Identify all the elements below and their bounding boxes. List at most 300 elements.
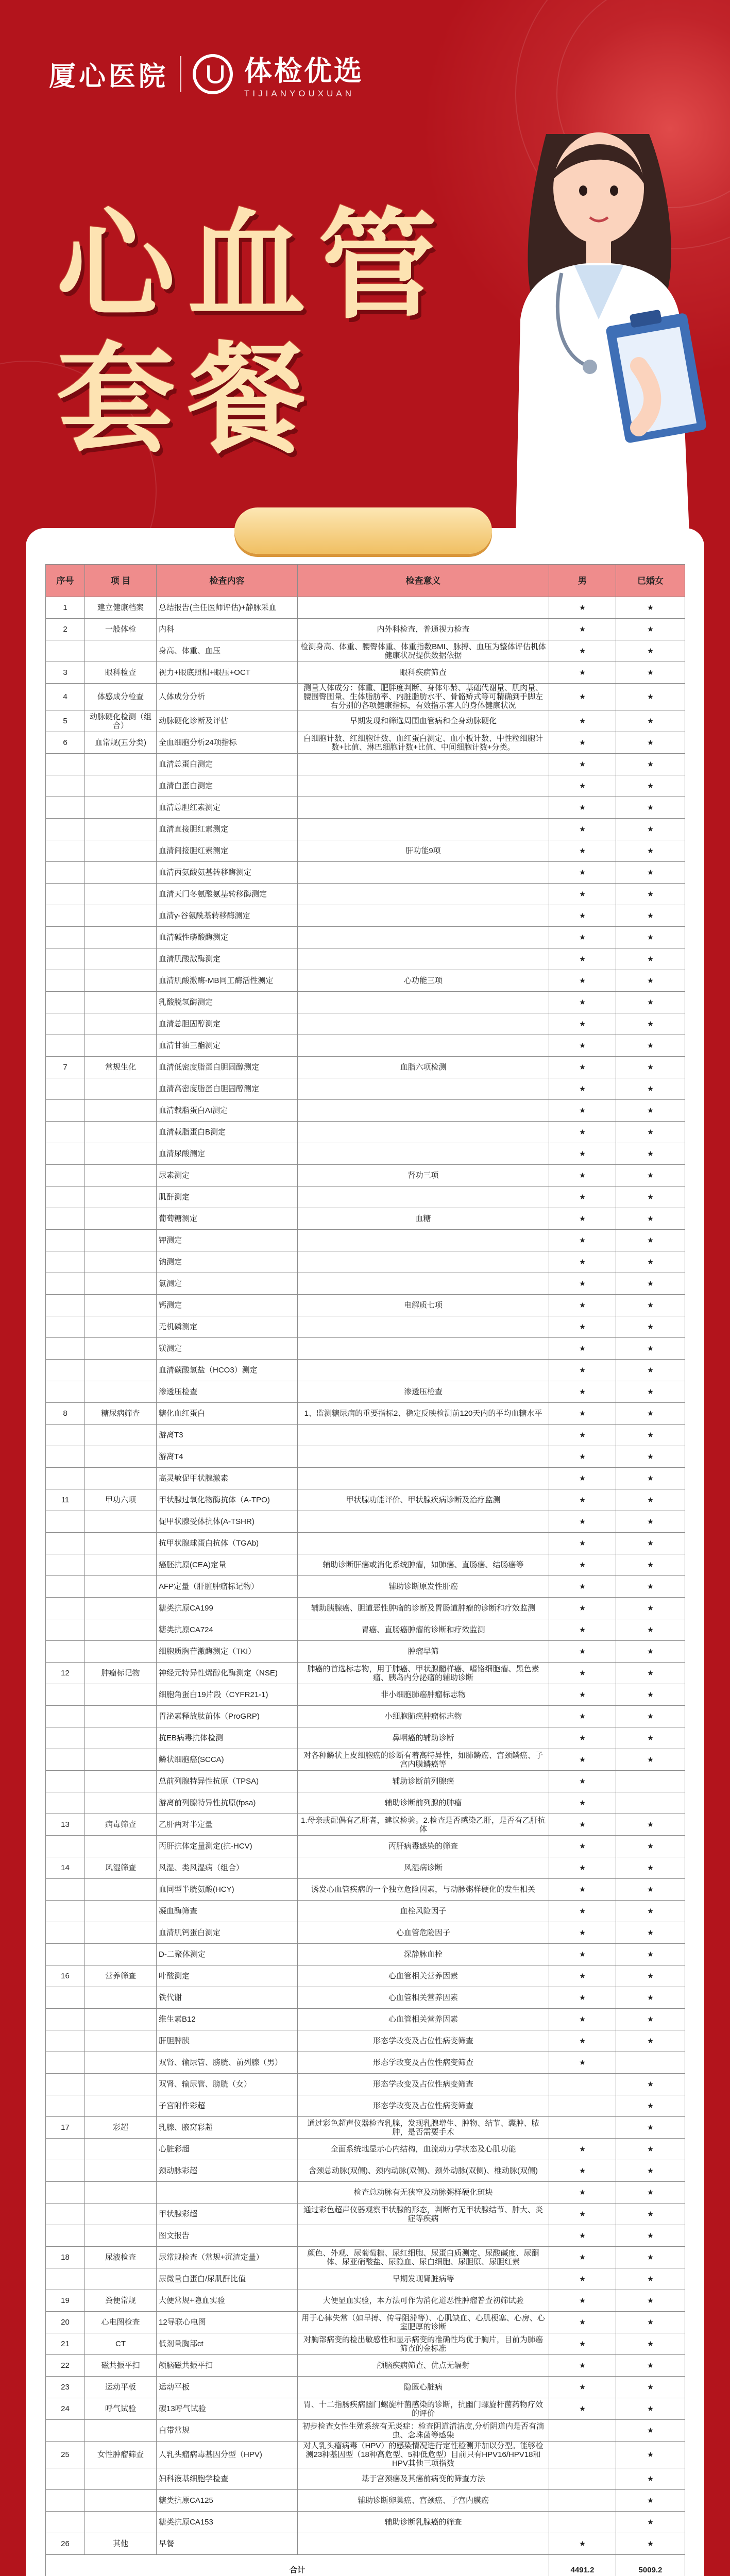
cell-index: 4 [46,684,85,710]
cell-female [616,1771,685,1792]
cell-content: 早餐 [157,2533,298,2555]
table-row [46,1403,685,1425]
cell-index: 17 [46,2117,85,2139]
table-row [46,2247,685,2268]
cell-index [46,992,85,1013]
cell-male: ★ [549,1511,616,1533]
cell-content: 钠测定 [157,1251,298,1273]
cell-meaning [298,1511,549,1533]
cell-female: ★ [616,2468,685,2490]
cell-index [46,1533,85,1554]
cell-content: 双肾、输尿管、膀胱（女） [157,2074,298,2095]
cell-content: 叶酸测定 [157,1965,298,1987]
cell-male: ★ [549,1122,616,1143]
table-row [46,797,685,819]
table-row [46,1749,685,1771]
cell-index [46,2160,85,2182]
cell-female: ★ [616,2117,685,2139]
cell-meaning: 心血管危险因子 [298,1922,549,1944]
table-row [46,1922,685,1944]
cell-item [85,2030,157,2052]
cell-meaning: 对胸部病变的检出敏感性和显示病变的准确性均优于胸片，目前为肺癌筛查的金标准 [298,2333,549,2355]
cell-index: 26 [46,2533,85,2555]
cell-index [46,1901,85,1922]
cell-male: ★ [549,948,616,970]
cell-male: ★ [549,1749,616,1771]
cell-content: 血同型半胱氨酸(HCY) [157,1879,298,1901]
table-row [46,2333,685,2355]
cell-item [85,775,157,797]
table-row [46,1446,685,1468]
cell-content: 甲状腺彩超 [157,2204,298,2225]
cell-meaning [298,1251,549,1273]
cell-index [46,1208,85,1230]
cell-content: 颅脑磁共振平扫 [157,2355,298,2377]
cell-female: ★ [616,2312,685,2333]
cell-item: 风湿筛查 [85,1857,157,1879]
cell-index [46,2420,85,2442]
cell-meaning: 辅助胰腺癌、胆道恶性肿瘤的诊断及胃肠道肿瘤的诊断和疗效监测 [298,1598,549,1619]
cell-female: ★ [616,1425,685,1446]
cell-meaning: 用于心律失常（如早搏、传导阻滞等）、心肌缺血、心肌梗塞、心房、心室肥厚的诊断 [298,2312,549,2333]
cell-female: ★ [616,1814,685,1836]
package-card [26,528,704,2576]
cell-item [85,2160,157,2182]
cell-index [46,819,85,840]
table-row [46,1684,685,1706]
cell-male: ★ [549,1987,616,2009]
cell-content: 血清碳酸氢盐（HCO3）测定 [157,1360,298,1381]
cell-index: 3 [46,662,85,684]
cell-meaning: 心血管相关营养因素 [298,1987,549,2009]
cell-meaning [298,1013,549,1035]
table-row [46,732,685,754]
doctor-illustration [484,77,721,556]
cell-index [46,2030,85,2052]
table-row [46,1836,685,1857]
cell-item: 其他 [85,2533,157,2555]
cell-meaning [298,1273,549,1295]
table-row [46,2030,685,2052]
cell-item [85,1901,157,1922]
cell-meaning: 对各种鳞状上皮细胞癌的诊断有着高特异性，如肺鳞癌、宫颈鳞癌、子宫内膜鳞癌等 [298,1749,549,1771]
table-row [46,2398,685,2420]
cell-male: ★ [549,1273,616,1295]
cell-male: ★ [549,1035,616,1057]
cell-meaning [298,1100,549,1122]
cell-content [157,2182,298,2204]
cell-meaning: 血脂六项检测 [298,1057,549,1078]
cell-female: ★ [616,862,685,884]
cell-index [46,1511,85,1533]
brand-name-cn: 体检优选 [244,56,364,87]
cell-item [85,970,157,992]
cell-content: 尿常规检查（常规+沉渣定量） [157,2247,298,2268]
cell-meaning: 形态学改变及占位性病变筛查 [298,2095,549,2117]
table-row [46,1295,685,1316]
cell-content: 钾测定 [157,1230,298,1251]
cell-item: 建立健康档案 [85,597,157,619]
cell-item [85,797,157,819]
cell-item [85,1944,157,1965]
cell-male: ★ [549,1425,616,1446]
cell-content: 全血细胞分析24项指标 [157,732,298,754]
cell-item [85,1641,157,1663]
cell-female: ★ [616,732,685,754]
cell-content: 血清总蛋白测定 [157,754,298,775]
cell-index [46,1381,85,1403]
cell-male: ★ [549,619,616,640]
cell-female: ★ [616,1922,685,1944]
cell-male: ★ [549,905,616,927]
cell-index [46,862,85,884]
cell-item: 糖尿病筛查 [85,1403,157,1425]
table-row [46,1663,685,1684]
cell-item [85,927,157,948]
cell-meaning: 胃、十二指肠疾病幽门螺旋杆菌感染的诊断，抗幽门螺旋杆菌药物疗效的评价 [298,2398,549,2420]
table-row [46,1360,685,1381]
cell-index [46,884,85,905]
cell-male: ★ [549,662,616,684]
cell-male: ★ [549,732,616,754]
cell-female: ★ [616,970,685,992]
cell-meaning: 心血管相关营养因素 [298,1965,549,1987]
cell-item: 运动平板 [85,2377,157,2398]
table-row [46,1511,685,1533]
cell-item [85,1316,157,1338]
cell-female: ★ [616,2490,685,2512]
cell-meaning: 血糖 [298,1208,549,1230]
table-row [46,2182,685,2204]
cell-content: 血清肌酸激酶-MB同工酶活性测定 [157,970,298,992]
cell-female: ★ [616,1554,685,1576]
table-row [46,1425,685,1446]
cell-female: ★ [616,1706,685,1727]
table-row [46,1100,685,1122]
table-row [46,1035,685,1057]
cell-female: ★ [616,619,685,640]
cell-item [85,754,157,775]
cell-female: ★ [616,1403,685,1425]
cell-male: ★ [549,1013,616,1035]
table-row [46,2074,685,2095]
cell-content: 人乳头瘤病毒基因分型（HPV) [157,2442,298,2468]
cell-index: 5 [46,710,85,732]
table-row [46,710,685,732]
cell-index [46,1187,85,1208]
cell-item [85,1879,157,1901]
cell-meaning [298,1230,549,1251]
table-row [46,2377,685,2398]
cell-male: ★ [549,710,616,732]
cell-content: 低剂量胸部ct [157,2333,298,2355]
cell-male: ★ [549,2204,616,2225]
cell-index [46,2204,85,2225]
cell-index [46,1295,85,1316]
cell-female: ★ [616,710,685,732]
cell-female: ★ [616,1100,685,1122]
cell-content: 氯测定 [157,1273,298,1295]
cell-meaning: 早期发现和筛选周围血管病和全身动脉硬化 [298,710,549,732]
cell-index [46,1922,85,1944]
cell-item [85,1251,157,1273]
cell-index [46,927,85,948]
cell-item: 体感成分检查 [85,684,157,710]
cell-female: ★ [616,2225,685,2247]
col-header-index: 序号 [46,565,85,597]
cell-index [46,1013,85,1035]
cell-male: ★ [549,754,616,775]
table-row [46,1122,685,1143]
cell-male: ★ [549,1576,616,1598]
table-row [46,1143,685,1165]
cell-index: 1 [46,597,85,619]
cell-index [46,1360,85,1381]
cell-content: 细胞质胸苷激酶测定（TKI） [157,1641,298,1663]
table-row [46,1251,685,1273]
cell-female: ★ [616,1619,685,1641]
cell-female: ★ [616,754,685,775]
cell-content: 12导联心电图 [157,2312,298,2333]
cell-index: 12 [46,1663,85,1684]
table-row [46,1879,685,1901]
table-header-row [46,565,685,597]
cell-female: ★ [616,1316,685,1338]
cell-meaning: 大便显血实验，本方法可作为消化道恶性肿瘤普查初筛试验 [298,2290,549,2312]
cell-female: ★ [616,1641,685,1663]
cell-item: 营养筛查 [85,1965,157,1987]
cell-content: 肝胆脾胰 [157,2030,298,2052]
cell-content: 双肾、输尿管、膀胱、前列腺（男） [157,2052,298,2074]
cell-index [46,948,85,970]
cell-meaning: 内外科检查，普通视力检查 [298,619,549,640]
table-row [46,619,685,640]
cell-male: ★ [549,2009,616,2030]
cell-female: ★ [616,775,685,797]
cell-content: 游离前列腺特异性抗原(fpsa) [157,1792,298,1814]
cell-content: 乳酸脱氢酶测定 [157,992,298,1013]
cell-meaning: 1、监测糖尿病的重要指标2、稳定反映检测前120天内的平均血糖水平 [298,1403,549,1425]
cell-content: AFP定量（肝脏肿瘤标记物） [157,1576,298,1598]
cell-meaning: 肾功三项 [298,1165,549,1187]
cell-female: ★ [616,1187,685,1208]
cell-meaning [298,992,549,1013]
cell-item [85,2225,157,2247]
cell-item [85,1836,157,1857]
cell-content: 胃泌素释放肽前体（ProGRP) [157,1706,298,1727]
cell-male: ★ [549,927,616,948]
cell-female: ★ [616,2442,685,2468]
cell-male: ★ [549,775,616,797]
cell-female: ★ [616,2512,685,2533]
stethoscope-head [583,360,597,374]
cell-item [85,1468,157,1489]
cell-meaning: 心功能三项 [298,970,549,992]
cell-female: ★ [616,2160,685,2182]
cell-male: ★ [549,862,616,884]
cell-content: 神经元特异性烯醇化酶测定（NSE) [157,1663,298,1684]
cell-item [85,2420,157,2442]
table-row [46,1727,685,1749]
cell-item [85,1078,157,1100]
cell-content: 促甲状腺受体抗体(A-TSHR) [157,1511,298,1533]
table-row [46,2512,685,2533]
cell-meaning: 通过彩色超声仪器检查乳腺，发现乳腺增生、肿物、结节、囊肿、脓肿，是否需要手术 [298,2117,549,2139]
table-row [46,684,685,710]
cell-item [85,1338,157,1360]
cell-index: 11 [46,1489,85,1511]
cell-male [549,2117,616,2139]
cell-male: ★ [549,684,616,710]
cell-index [46,1576,85,1598]
cell-item [85,1727,157,1749]
cell-content: 血清低密度脂蛋白胆固醇测定 [157,1057,298,1078]
hospital-name: 厦心医院 [49,61,169,92]
cell-item [85,640,157,662]
table-row [46,1078,685,1100]
cell-female: ★ [616,2533,685,2555]
cell-index: 8 [46,1403,85,1425]
table-row [46,1057,685,1078]
cell-content: 血清间接胆红素测定 [157,840,298,862]
cell-index [46,1792,85,1814]
table-row [46,2160,685,2182]
cell-meaning [298,597,549,619]
cell-content: 血清直接胆红素测定 [157,819,298,840]
cell-index [46,1446,85,1468]
cell-index [46,2268,85,2290]
cell-female: ★ [616,2204,685,2225]
cell-item: 眼科检查 [85,662,157,684]
cell-item [85,1619,157,1641]
cell-male [549,2074,616,2095]
cell-index [46,1100,85,1122]
cell-item [85,1122,157,1143]
cell-male: ★ [549,1468,616,1489]
cell-item [85,1576,157,1598]
table-row [46,2095,685,2117]
cell-male: ★ [549,1338,616,1360]
cell-meaning [298,1187,549,1208]
cell-male [549,2420,616,2442]
cell-male: ★ [549,1554,616,1576]
col-header-female: 已婚女 [616,565,685,597]
cell-female: ★ [616,2290,685,2312]
cell-female: ★ [616,1360,685,1381]
cell-male [549,2095,616,2117]
cell-index [46,1273,85,1295]
cell-item [85,1771,157,1792]
table-row [46,2468,685,2490]
cell-male: ★ [549,2377,616,2398]
cell-meaning: 胃癌、直肠癌肿瘤的诊断和疗效监测 [298,1619,549,1641]
cell-meaning: 肺癌的首选标志物，用于肺癌、甲状腺髓样癌、嗜铬细胞瘤、黑色素瘤、胰岛内分泌瘤的辅助诊断 [298,1663,549,1684]
cell-item [85,2074,157,2095]
cell-item [85,884,157,905]
cell-index: 7 [46,1057,85,1078]
cell-index [46,2009,85,2030]
cell-female: ★ [616,905,685,927]
cell-male: ★ [549,1165,616,1187]
cell-content: 运动平板 [157,2377,298,2398]
cell-content: 血清尿酸测定 [157,1143,298,1165]
cell-female: ★ [616,1879,685,1901]
cell-meaning: 渗透压检查 [298,1381,549,1403]
cell-female: ★ [616,1663,685,1684]
cell-female: ★ [616,1576,685,1598]
cell-male: ★ [549,1944,616,1965]
cell-index [46,754,85,775]
page-title-line2: 套餐 [57,330,319,469]
col-header-meaning: 检查意义 [298,565,549,597]
table-row [46,2490,685,2512]
cell-female: ★ [616,840,685,862]
cell-item [85,2009,157,2030]
cell-index [46,2182,85,2204]
cell-content: 鳞状细胞癌(SCCA) [157,1749,298,1771]
cell-male: ★ [549,1078,616,1100]
cell-index [46,1078,85,1100]
logo-bar [49,49,364,99]
cell-index [46,1251,85,1273]
cell-content: 血清γ-谷氨酰基转移酶测定 [157,905,298,927]
cell-female: ★ [616,597,685,619]
cell-male: ★ [549,2290,616,2312]
cell-female: ★ [616,1468,685,1489]
col-header-item: 项 目 [85,565,157,597]
cell-item [85,992,157,1013]
table-row [46,640,685,662]
cell-male: ★ [549,2312,616,2333]
cell-meaning: 风湿病诊断 [298,1857,549,1879]
cell-item [85,2468,157,2490]
cell-female: ★ [616,1078,685,1100]
table-row [46,1792,685,1814]
cell-index [46,1338,85,1360]
cell-female: ★ [616,1901,685,1922]
cell-item [85,2490,157,2512]
cell-item [85,1295,157,1316]
card-header-tab [234,507,492,554]
table-row [46,992,685,1013]
cell-meaning: 甲状腺功能评价、甲状腺疾病诊断及治疗监测 [298,1489,549,1511]
cell-item [85,2268,157,2290]
cell-meaning [298,1425,549,1446]
total-label: 合计 [46,2555,549,2576]
cell-male: ★ [549,1403,616,1425]
cell-male: ★ [549,884,616,905]
cell-index: 14 [46,1857,85,1879]
cell-male: ★ [549,2052,616,2074]
cell-index [46,640,85,662]
cell-content: 总前列腺特异性抗原（TPSA) [157,1771,298,1792]
cell-index [46,2512,85,2533]
cell-meaning [298,948,549,970]
cell-item: 一般体检 [85,619,157,640]
hero-banner [0,0,730,567]
cell-content: 细胞角蛋白19片段（CYFR21-1) [157,1684,298,1706]
cell-female: ★ [616,2398,685,2420]
table-row [46,662,685,684]
cell-item [85,1230,157,1251]
cell-male: ★ [549,1836,616,1857]
cell-index [46,1122,85,1143]
cell-item [85,1749,157,1771]
table-row [46,1814,685,1836]
cell-meaning: 形态学改变及占位性病变筛查 [298,2052,549,2074]
cell-index [46,1749,85,1771]
cell-index: 23 [46,2377,85,2398]
